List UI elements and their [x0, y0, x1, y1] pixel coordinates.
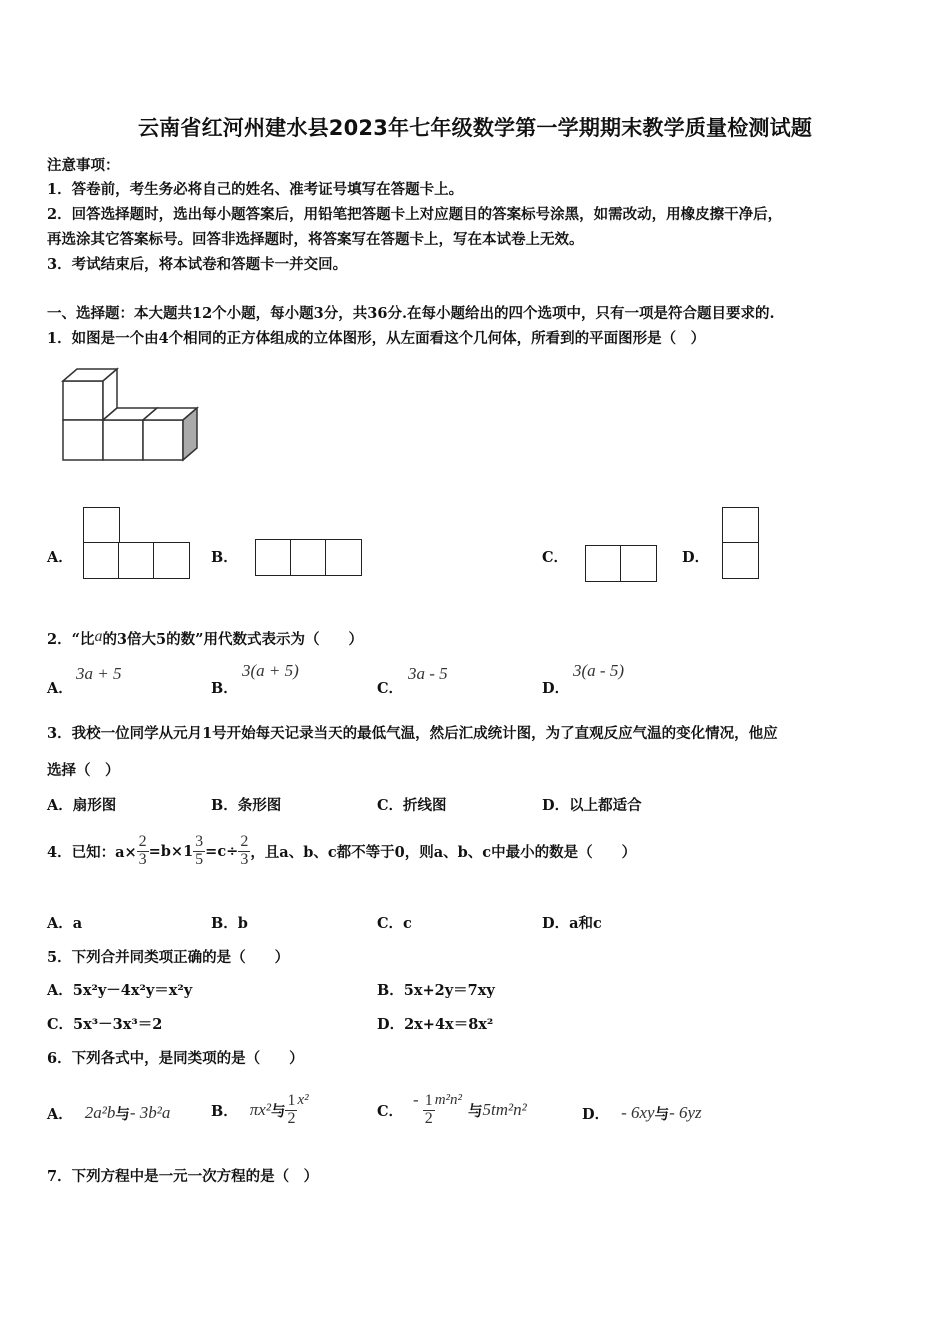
- notice-line-1: 1．答卷前，考生务必将自己的姓名、准考证号填写在答题卡上。: [47, 181, 464, 198]
- q5-stem: 5．下列合并同类项正确的是（ ）: [47, 949, 290, 966]
- q6-stem: 6．下列各式中，是同类项的是（ ）: [47, 1050, 304, 1067]
- q3-stem-line-1: 3．我校一位同学从元月1号开始每天记录当天的最低气温，然后汇成统计图，为了直观反应气温的变化情况，他应: [47, 725, 778, 742]
- q6-option-c: C． - $\frac{1}{2}$ m²n² 与 5tm²n²: [377, 1090, 527, 1127]
- q2-option-a-expr: 3a + 5: [76, 664, 122, 683]
- q2-option-d-expr: 3(a - 5): [573, 661, 624, 680]
- q1-option-b-label: B．: [211, 549, 238, 566]
- q4-fraction-1: $\frac{2}{3}$: [138, 832, 147, 868]
- q2-option-c-expr: 3a - 5: [408, 664, 448, 683]
- q1-option-c-label: C．: [542, 549, 569, 566]
- q5-option-b: B．5x+2y＝7xy: [377, 982, 495, 999]
- section-heading: 一、选择题：本大题共12个小题，每小题3分，共36分.在每小题给出的四个选项中，只有一项是符合题目要求的.: [47, 305, 775, 322]
- notice-line-3: 再选涂其它答案标号。回答非选择题时，将答案写在答题卡上，写在本试卷上无效。: [47, 231, 584, 248]
- q1-option-d-label: D．: [682, 549, 710, 566]
- q1-option-c-figure: [585, 545, 660, 582]
- q3-option-a: A．扇形图: [47, 797, 117, 814]
- notice-heading: 注意事项：: [47, 157, 120, 174]
- q1-option-a-figure: [83, 507, 193, 579]
- q6-option-b: B． πx² 与 $\frac{1}{2}$ x²: [211, 1091, 309, 1127]
- q6-option-d: D． - 6xy 与 - 6yz: [582, 1103, 702, 1123]
- page-title: 云南省红河州建水县2023年七年级数学第一学期期末教学质量检测试题: [137, 116, 813, 140]
- q2-option-b-label: B．: [211, 680, 238, 697]
- q3-stem-line-2: 选择（ ）: [47, 762, 120, 779]
- q7-stem: 7．下列方程中是一元一次方程的是（ ）: [47, 1168, 319, 1185]
- notice-line-2: 2．回答选择题时，选出每小题答案后，用铅笔把答题卡上对应题目的答案标号涂黑，如需改动，用橡皮擦干净后，: [47, 206, 783, 223]
- q5-option-d: D．2x+4x＝8x²: [377, 1016, 494, 1033]
- q2-option-d-label: D．: [542, 680, 570, 697]
- q4-option-d: D．a和c: [542, 915, 602, 932]
- q1-stem: 1．如图是一个由4个相同的正方体组成的立体图形，从左面看这个几何体，所看到的平面图形是（ ）: [47, 330, 706, 347]
- q6-c-fraction: $\frac{1}{2}$: [424, 1091, 433, 1127]
- q6-option-a: A． 2a²b 与 - 3b²a: [47, 1103, 171, 1123]
- q2-option-a-label: A．: [47, 680, 73, 697]
- q6-b-fraction: $\frac{1}{2}$: [287, 1091, 296, 1127]
- q5-option-c: C．5x³－3x³＝2: [47, 1016, 163, 1033]
- q4-stem: 4．已知：a× $\frac{2}{3}$ =b×1 $\frac{3}{5}$ =c÷ $\frac{2}{3}$ ，且a、b、c都不等于0，则a、b、c中最小的数是（ ）: [47, 832, 637, 868]
- q1-solid-figure: [55, 365, 210, 465]
- q1-option-a-label: A．: [47, 549, 73, 566]
- q1-option-b-figure: [255, 539, 365, 576]
- q2-option-b-expr: 3(a + 5): [242, 661, 299, 680]
- q3-option-b: B．条形图: [211, 797, 282, 814]
- q4-option-a: A．a: [47, 915, 83, 932]
- q3-option-c: C．折线图: [377, 797, 447, 814]
- q4-option-c: C．c: [377, 915, 412, 932]
- q2-stem: 2．“比a的3倍大5的数”用代数式表示为（ ）: [47, 628, 363, 648]
- notice-line-4: 3．考试结束后，将本试卷和答题卡一并交回。: [47, 256, 348, 273]
- q2-option-c-label: C．: [377, 680, 404, 697]
- q1-option-d-figure: [722, 507, 759, 579]
- q4-fraction-2: $\frac{3}{5}$: [195, 832, 204, 868]
- q4-fraction-3: $\frac{2}{3}$: [240, 832, 249, 868]
- q5-option-a: A．5x²y－4x²y＝x²y: [47, 982, 193, 999]
- q3-option-d: D．以上都适合: [542, 797, 642, 814]
- q4-option-b: B．b: [211, 915, 248, 932]
